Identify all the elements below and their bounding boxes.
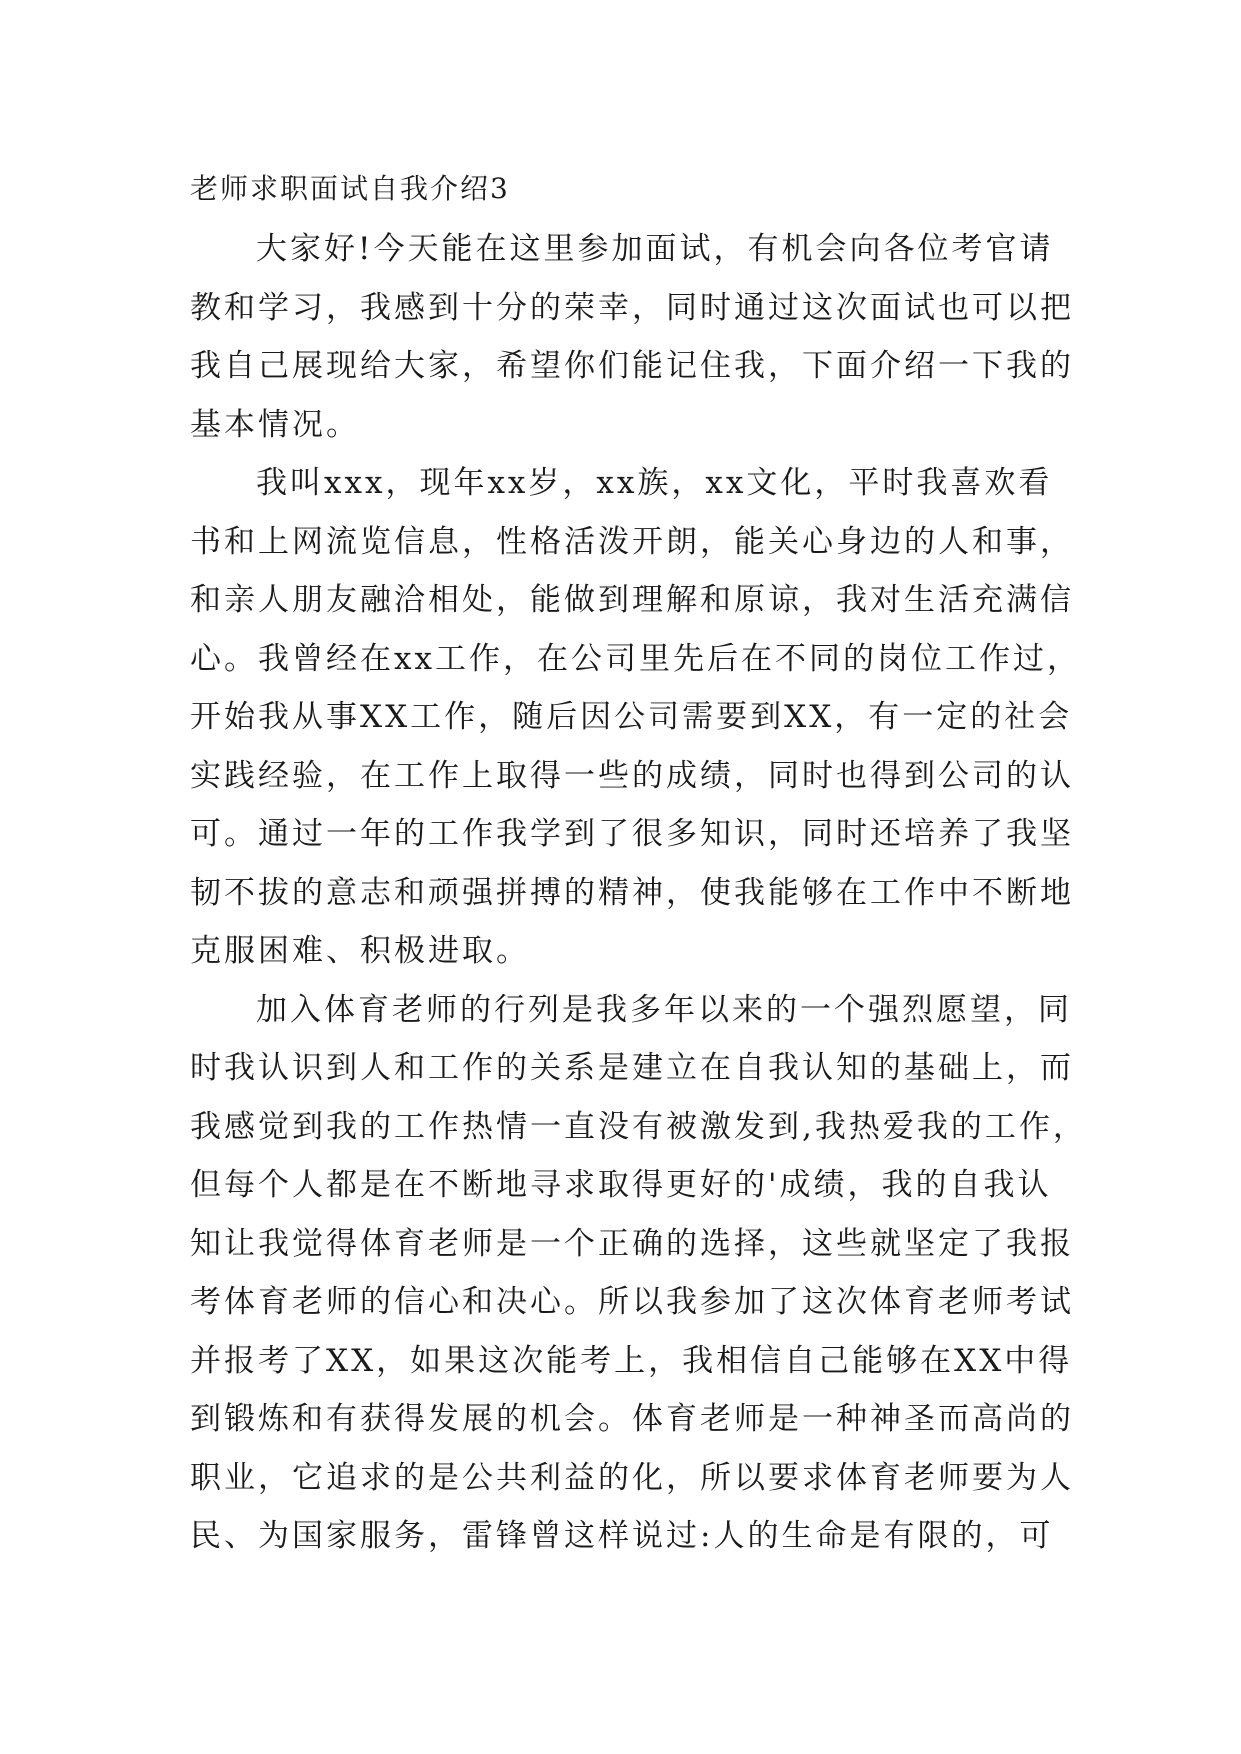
text-line: 考体育老师的信心和决心。所以我参加了这次体育老师考试 (190, 1284, 1074, 1320)
text-line: 到锻炼和有获得发展的机会。体育老师是一种神圣而高尚的 (190, 1401, 1074, 1437)
text-line: 但每个人都是在不断地寻求取得更好的'成绩，我的自我认 (190, 1167, 1052, 1203)
text-line: 和亲人朋友融洽相处，能做到理解和原谅，我对生活充满信 (190, 582, 1074, 618)
text-line: 开始我从事XX工作，随后因公司需要到XX，有一定的社会 (190, 699, 1073, 735)
text-line: 实践经验，在工作上取得一些的成绩，同时也得到公司的认 (190, 757, 1074, 794)
text-line: 书和上网流览信息，性格活泼开朗，能关心身边的人和事， (190, 523, 1074, 560)
text-line: 心。我曾经在xx工作，在公司里先后在不同的岗位工作过， (190, 640, 1081, 677)
text-line: 并报考了XX，如果这次能考上，我相信自己能够在XX中得 (190, 1342, 1073, 1379)
document-body (190, 160, 1087, 1566)
text-line: 韧不拔的意志和顽强拼搏的精神，使我能够在工作中不断地 (190, 874, 1074, 911)
paragraph-1 (190, 220, 1074, 454)
text-line: 大家好!今天能在这里参加面试，有机会向各位考官请 (256, 231, 1054, 267)
text-line: 加入体育老师的行列是我多年以来的一个强烈愿望，同 (256, 991, 1072, 1028)
text-line: 教和学习，我感到十分的荣幸，同时通过这次面试也可以把 (190, 289, 1074, 326)
text-line: 我感觉到我的工作热情一直没有被激发到,我热爱我的工作， (190, 1108, 1087, 1145)
document-title: 老师求职面试自我介绍3 (190, 172, 510, 205)
text-line: 我叫xxx，现年xx岁，xx族，xx文化，平时我喜欢看 (256, 465, 1053, 501)
text-line: 克服困难、积极进取。 (190, 933, 530, 969)
text-line: 民、为国家服务，雷锋曾这样说过:人的生命是有限的，可 (190, 1518, 1054, 1554)
text-line: 基本情况。 (190, 406, 360, 443)
paragraph-2 (190, 454, 1081, 981)
text-line: 职业，它追求的是公共利益的化，所以要求体育老师要为人 (190, 1459, 1074, 1496)
text-line: 我自己展现给大家，希望你们能记住我，下面介绍一下我的 (190, 348, 1074, 384)
text-line: 时我认识到人和工作的关系是建立在自我认知的基础上，而 (190, 1050, 1074, 1086)
text-line: 知让我觉得体育老师是一个正确的选择，这些就坚定了我报 (190, 1225, 1074, 1262)
paragraph-3 (190, 981, 1087, 1566)
text-line: 可。通过一年的工作我学到了很多知识，同时还培养了我坚 (190, 816, 1074, 852)
